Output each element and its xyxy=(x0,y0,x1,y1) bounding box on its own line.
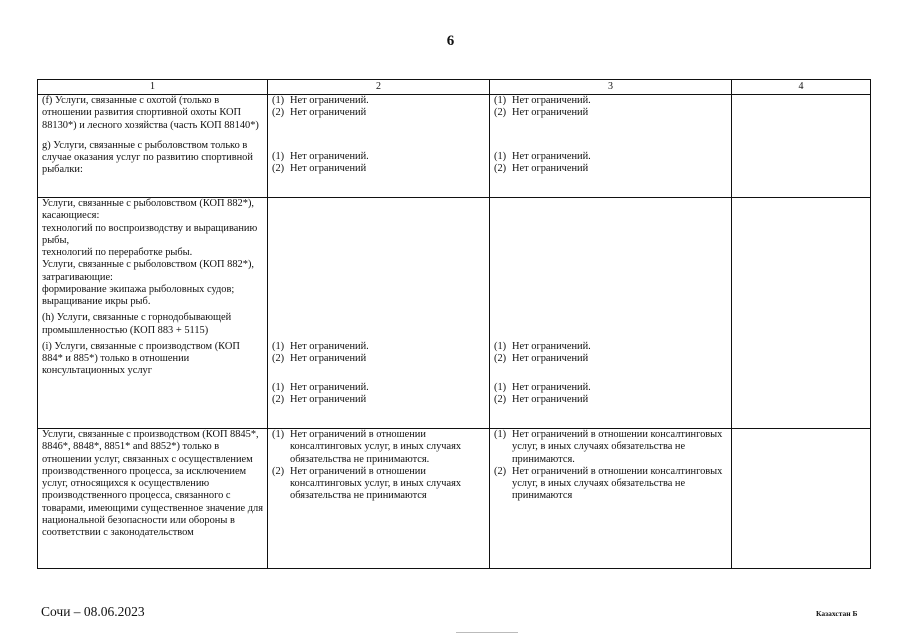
limitation-item: (2) Нет ограничений xyxy=(494,353,589,365)
table-row xyxy=(38,95,871,198)
commitments-table xyxy=(37,79,871,569)
limitation-item: (2) Нет ограничений xyxy=(494,162,589,174)
national-treatment-cell xyxy=(490,198,732,429)
footer-place-date: Сочи – 08.06.2023 xyxy=(41,604,145,619)
sector-paragraph: Услуги, связанные с рыболовством (КОП 882*), касающиеся: xyxy=(42,198,254,222)
limitation-item: (2) Нет ограничений в отношении консалтинговых услуг, в иных случаях обязательства не принимаются xyxy=(494,465,723,502)
additional-commitments-cell xyxy=(732,198,871,429)
column-header-2: 2 xyxy=(268,80,490,95)
sector-cell xyxy=(38,198,268,429)
limitation-item: (1) Нет ограничений. xyxy=(494,150,591,162)
table-header-row xyxy=(38,80,871,95)
table-row xyxy=(38,429,871,569)
limitation-item: (1) Нет ограничений в отношении консалтинговых услуг, в иных случаях обязательства не принимаются. xyxy=(272,429,462,465)
sector-paragraph: технологий по переработке рыбы. xyxy=(42,247,193,259)
footer-country-mark: Казахстан Б xyxy=(816,609,858,618)
limitation-item: (1) Нет ограничений. xyxy=(494,95,591,106)
table-row xyxy=(38,198,871,429)
additional-commitments-cell xyxy=(732,95,871,198)
sector-item-h: (h) Услуги, связанные с горнодобывающей промышленностью (КОП 883 + 5115) xyxy=(42,312,232,336)
sector-paragraph: технологий по воспроизводству и выращиванию рыбы, xyxy=(42,222,258,246)
market-access-cell xyxy=(268,198,490,429)
limitation-item: (2) Нет ограничений xyxy=(272,162,367,174)
additional-commitments-cell xyxy=(732,429,871,569)
limitation-item: (1) Нет ограничений. xyxy=(272,95,369,106)
sector-item-g: g) Услуги, связанные с рыболовством только в случае оказания услуг по развитию спортивной рыбалки: xyxy=(42,139,253,176)
market-access-cell xyxy=(268,95,490,198)
limitation-item: (2) Нет ограничений xyxy=(272,107,367,119)
limitation-item: (2) Нет ограничений xyxy=(494,393,589,405)
limitation-item: (2) Нет ограничений в отношении консалтинговых услуг, в иных случаях обязательства не принимаются xyxy=(272,465,462,502)
limitation-item: (2) Нет ограничений xyxy=(272,353,367,365)
limitation-item: (1) Нет ограничений. xyxy=(272,341,369,352)
limitation-item: (1) Нет ограничений. xyxy=(494,341,591,352)
limitation-item: (1) Нет ограничений. xyxy=(272,381,369,393)
sector-cell xyxy=(38,429,268,569)
sector-paragraph: выращивание икры рыб. xyxy=(42,296,151,308)
national-treatment-cell xyxy=(490,95,732,198)
page-number: 6 xyxy=(446,33,455,49)
national-treatment-cell xyxy=(490,429,732,569)
sector-item-i: (i) Услуги, связанные с производством (КОП 884* и 885*) только в отношении консультационных услуг xyxy=(42,340,240,377)
column-header-1: 1 xyxy=(38,80,268,95)
column-header-3: 3 xyxy=(490,80,732,95)
scan-artifact-line xyxy=(456,632,518,633)
sector-cell xyxy=(38,95,268,198)
sector-paragraph: Услуги, связанные с производством (КОП 8845*, 8846*, 8848*, 8851* and 8852*) только в отношении услуг, связанных с осуществлением производственного процесса, за исключением услуг, относящихся к осуществлению производственного процесса, связанного с товарами, имеющими существенное значение для национальной безопасности или обороны в соответствии с законодательством xyxy=(42,429,264,539)
sector-paragraph: Услуги, связанные с рыболовством (КОП 882*), затрагивающие: xyxy=(42,259,254,283)
sector-item-f: (f) Услуги, связанные с охотой (только в отношении развития спортивной охоты КОП 88130*) и лесного хозяйства (часть КОП 88140*) xyxy=(42,95,259,131)
limitation-item: (1) Нет ограничений. xyxy=(494,381,591,393)
column-header-4: 4 xyxy=(732,80,871,95)
limitation-item: (1) Нет ограничений. xyxy=(272,150,369,162)
market-access-cell xyxy=(268,429,490,569)
limitation-item: (2) Нет ограничений xyxy=(494,107,589,119)
limitation-item: (2) Нет ограничений xyxy=(272,393,367,405)
limitation-item: (1) Нет ограничений в отношении консалтинговых услуг, в иных случаях обязательства не принимаются. xyxy=(494,429,723,465)
sector-paragraph: формирование экипажа рыболовных судов; xyxy=(42,283,235,295)
